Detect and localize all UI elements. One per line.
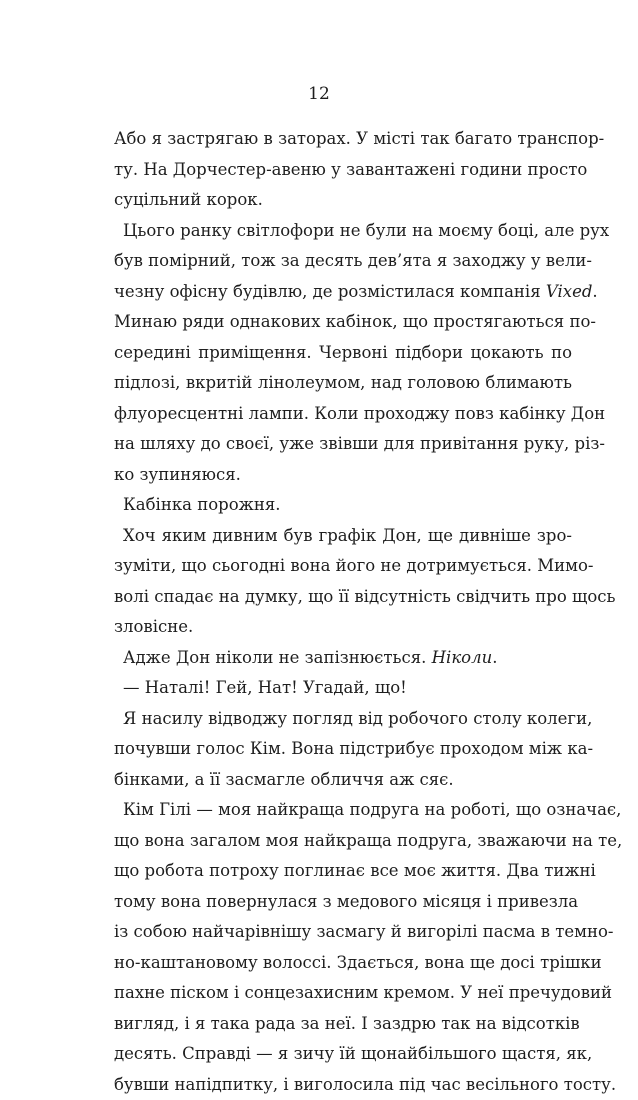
paragraph bbox=[114, 795, 572, 1100]
text-line: Я насилу відводжу погляд від робочого столу колеги, bbox=[114, 704, 572, 735]
text-line: був помірний, тож за десять дев’ята я заходжу у вели- bbox=[114, 246, 572, 277]
text-line: Або я застрягаю в заторах. У місті так багато транспор- bbox=[114, 124, 572, 155]
text-line: із собою найчарівнішу засмагу й вигорілі пасма в темно- bbox=[114, 917, 572, 948]
text-line: зловісне. bbox=[114, 612, 572, 643]
text-line: Цього ранку світлофори не були на моєму боці, але рух bbox=[114, 216, 572, 247]
text-line: на шляху до своєї, уже звівши для привітання руку, різ- bbox=[114, 429, 572, 460]
text-line: ко зупиняюся. bbox=[114, 460, 572, 491]
text-line: флуоресцентні лампи. Коли проходжу повз кабінку Дон bbox=[114, 399, 572, 430]
emphasis: Ніколи bbox=[432, 648, 493, 667]
text-line: що робота потроху поглинає все моє життя. Два тижні bbox=[114, 856, 572, 887]
punctuation: . bbox=[592, 282, 597, 301]
text-line: Кім Гілі — моя найкраща подруга на роботі, що означає, bbox=[114, 795, 572, 826]
paragraph bbox=[114, 124, 572, 216]
text-line: тому вона повернулася з медового місяця і привезла bbox=[114, 887, 572, 918]
text-line: бувши напідпитку, і виголосила під час весільного тосту. bbox=[114, 1070, 572, 1100]
text-line: середині приміщення. Червоні підбори цокають по bbox=[114, 338, 572, 369]
paragraph bbox=[114, 704, 572, 796]
text-line: бінками, а її засмагле обличчя аж сяє. bbox=[114, 765, 572, 796]
text-line bbox=[114, 277, 572, 308]
page-number: 12 bbox=[0, 84, 638, 104]
text-line: суцільний корок. bbox=[114, 185, 572, 216]
paragraph bbox=[114, 216, 572, 491]
text-line: — Наталі! Гей, Нат! Угадай, що! bbox=[114, 673, 572, 704]
text-line: Минаю ряди однакових кабінок, що простягаються по- bbox=[114, 307, 572, 338]
text-line: Хоч яким дивним був графік Дон, ще дивніше зро- bbox=[114, 521, 572, 552]
text-line: зуміти, що сьогодні вона його не дотримується. Мимо- bbox=[114, 551, 572, 582]
text-line: почувши голос Кім. Вона підстрибує проходом між ка- bbox=[114, 734, 572, 765]
paragraph bbox=[114, 490, 572, 521]
text-line: десять. Справді — я зичу їй щонайбільшого щастя, як, bbox=[114, 1039, 572, 1070]
text-line: що вона загалом моя найкраща подруга, зважаючи на те, bbox=[114, 826, 572, 857]
text-line-content: Адже Дон ніколи не запізнюється. bbox=[123, 648, 432, 667]
text-line-content: чезну офісну будівлю, де розмістилася компанія bbox=[114, 282, 546, 301]
text-line: волі спадає на думку, що її відсутність свідчить про щось bbox=[114, 582, 572, 613]
punctuation: . bbox=[492, 648, 497, 667]
body-text bbox=[114, 124, 572, 1100]
text-line: ту. На Дорчестер-авеню у завантажені години просто bbox=[114, 155, 572, 186]
paragraph bbox=[114, 673, 572, 704]
text-line: Кабінка порожня. bbox=[114, 490, 572, 521]
text-line: підлозі, вкритій лінолеумом, над головою блимають bbox=[114, 368, 572, 399]
text-line bbox=[114, 643, 572, 674]
text-line: вигляд, і я така рада за неї. І заздрю так на відсотків bbox=[114, 1009, 572, 1040]
paragraph bbox=[114, 643, 572, 674]
paragraph bbox=[114, 521, 572, 643]
text-line: но-каштановому волоссі. Здається, вона ще досі трішки bbox=[114, 948, 572, 979]
company-name: Vixed bbox=[546, 282, 593, 301]
text-line: пахне піском і сонцезахисним кремом. У неї пречудовий bbox=[114, 978, 572, 1009]
